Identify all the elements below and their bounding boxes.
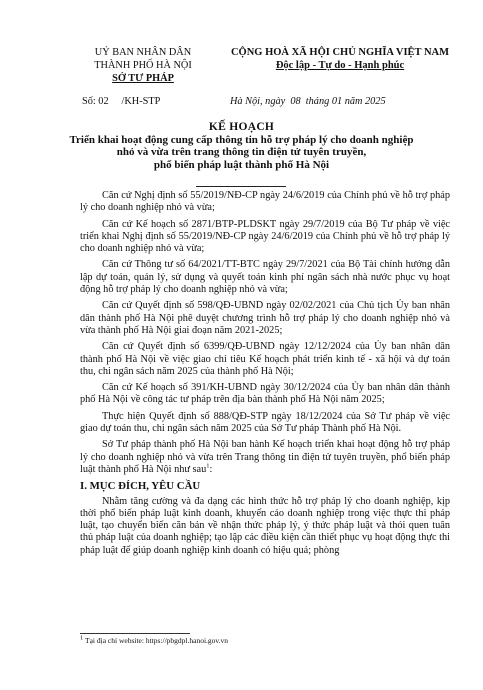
legal-basis-4: Căn cứ Quyết định số 598/QĐ-UBND ngày 02/02/2021 của Chủ tịch Ủy ban nhân dân thành phố Hà Nội phê duyệt chương trình hỗ trợ pháp lý cho doanh nghiệp nhỏ và vừa thành phố Hà Nội giai đoạn năm 2021-2025; <box>80 300 450 336</box>
legal-basis-5: Căn cứ Quyết định số 6399/QĐ-UBND ngày 12/12/2024 của Ủy ban nhân dân thành phố Hà Nội về việc giao chỉ tiêu Kế hoạch phát triển kinh tế - xã hội và dự toán thu, chi ngân sách năm 2025 của thành phố Hà Nội; <box>80 341 450 377</box>
document-body <box>80 190 450 561</box>
title-line-3: nhỏ và vừa trên trang thông tin điện tử tuyên truyền, <box>116 146 367 159</box>
footnote-number: 1 <box>80 634 84 642</box>
section-heading: I. MỤC ĐÍCH, YÊU CẦU <box>80 480 201 493</box>
footnote <box>80 636 228 645</box>
intro-text: Sở Tư pháp thành phố Hà Nội ban hành Kế hoạch triển khai hoạt động hỗ trợ pháp lý cho doanh nghiệp nhỏ và vừa trên Trang thông tin điện tử tuyên truyền, phổ biến pháp luật thành phố Hà Nội như sau <box>80 439 450 475</box>
title-line-4: phổ biến pháp luật thành phố Hà Nội <box>153 158 330 171</box>
document-title <box>40 121 443 171</box>
national-title <box>220 46 460 72</box>
title-type: KẾ HOẠCH <box>208 121 275 133</box>
legal-basis-6: Căn cứ Kế hoạch số 391/KH-UBND ngày 30/12/2024 của Ủy ban nhân dân thành phố Hà Nội về công tác tư pháp trên địa bàn thành phố Hà Nội năm 2025; <box>80 382 450 406</box>
document-date: Hà Nội, ngày 08 tháng 01 năm 2025 <box>230 96 386 107</box>
intro-paragraph: Sở Tư pháp thành phố Hà Nội ban hành Kế hoạch triển khai hoạt động hỗ trợ pháp lý cho doanh nghiệp nhỏ và vừa trên Trang thông tin điện tử tuyên truyền, phổ biến pháp luật thành phố Hà Nội như sau$^1$: <box>80 439 450 475</box>
section-paragraph: Nhằm tăng cường và đa dạng các hình thức hỗ trợ pháp lý cho doanh nghiệp, kịp thời phổ biến pháp luật kinh doanh, khuyến cáo doanh nghiệp trong việc thực thi pháp luật, tạo chuyển biến căn bản về nhận thức pháp lý, ý thức pháp luật và thói quen tuân thủ pháp luật của doanh nghiệp; tạo lập các điều kiện cần thiết phục vụ hoạt động thực thi pháp luật để giúp doanh nghiệp kinh doanh có hiệu quả; phòng <box>80 495 450 556</box>
agency-line-1: UỶ BAN NHÂN DÂN <box>94 47 192 58</box>
legal-basis-3: Căn cứ Thông tư số 64/2021/TT-BTC ngày 29/7/2021 của Bộ Tài chính hướng dẫn lập dự toán, quản lý, sử dụng và quyết toán kinh phí ngân sách nhà nước phục vụ hoạt động hỗ trợ pháp lý cho doanh nghiệp nhỏ và vừa; <box>80 259 450 296</box>
footnote-ref: 1 <box>206 462 210 470</box>
footnote-divider <box>80 633 190 634</box>
issuing-agency <box>68 46 218 85</box>
national-motto: Độc lập - Tự do - Hạnh phúc <box>275 60 405 71</box>
footnote-text: Tại địa chỉ website: https://pbgdpl.hanoi.gov.vn <box>85 636 229 645</box>
agency-department: SỞ TƯ PHÁP <box>112 73 174 84</box>
legal-basis-1: Căn cứ Nghị định số 55/2019/NĐ-CP ngày 24/6/2019 của Chính phủ về hỗ trợ pháp lý cho doanh nghiệp nhỏ và vừa; <box>80 190 450 214</box>
document-number: Số: 02 /KH-STP <box>82 96 161 107</box>
title-divider <box>196 186 286 187</box>
title-line-2: Triển khai hoạt động cung cấp thông tin hỗ trợ pháp lý cho doanh nghiệp <box>69 133 414 146</box>
legal-basis-2: Căn cứ Kế hoạch số 2871/BTP-PLDSKT ngày 29/7/2019 của Bộ Tư pháp về việc triển khai Nghị định số 55/2019/NĐ-CP ngày 24/6/2019 của Chính phủ về hỗ trợ pháp lý cho doanh nghiệp nhỏ và vừa; <box>80 218 450 255</box>
legal-basis-7: Thực hiện Quyết định số 888/QĐ-STP ngày 18/12/2024 của Sở Tư pháp về việc giao dự toán thu, chi ngân sách năm 2025 của Sở Tư pháp Thành phố Hà Nội. <box>80 410 450 435</box>
agency-line-2: THÀNH PHỐ HÀ NỘI <box>94 60 192 71</box>
country-name: CỘNG HOÀ XÃ HỘI CHỦ NGHĨA VIỆT NAM <box>230 47 450 58</box>
